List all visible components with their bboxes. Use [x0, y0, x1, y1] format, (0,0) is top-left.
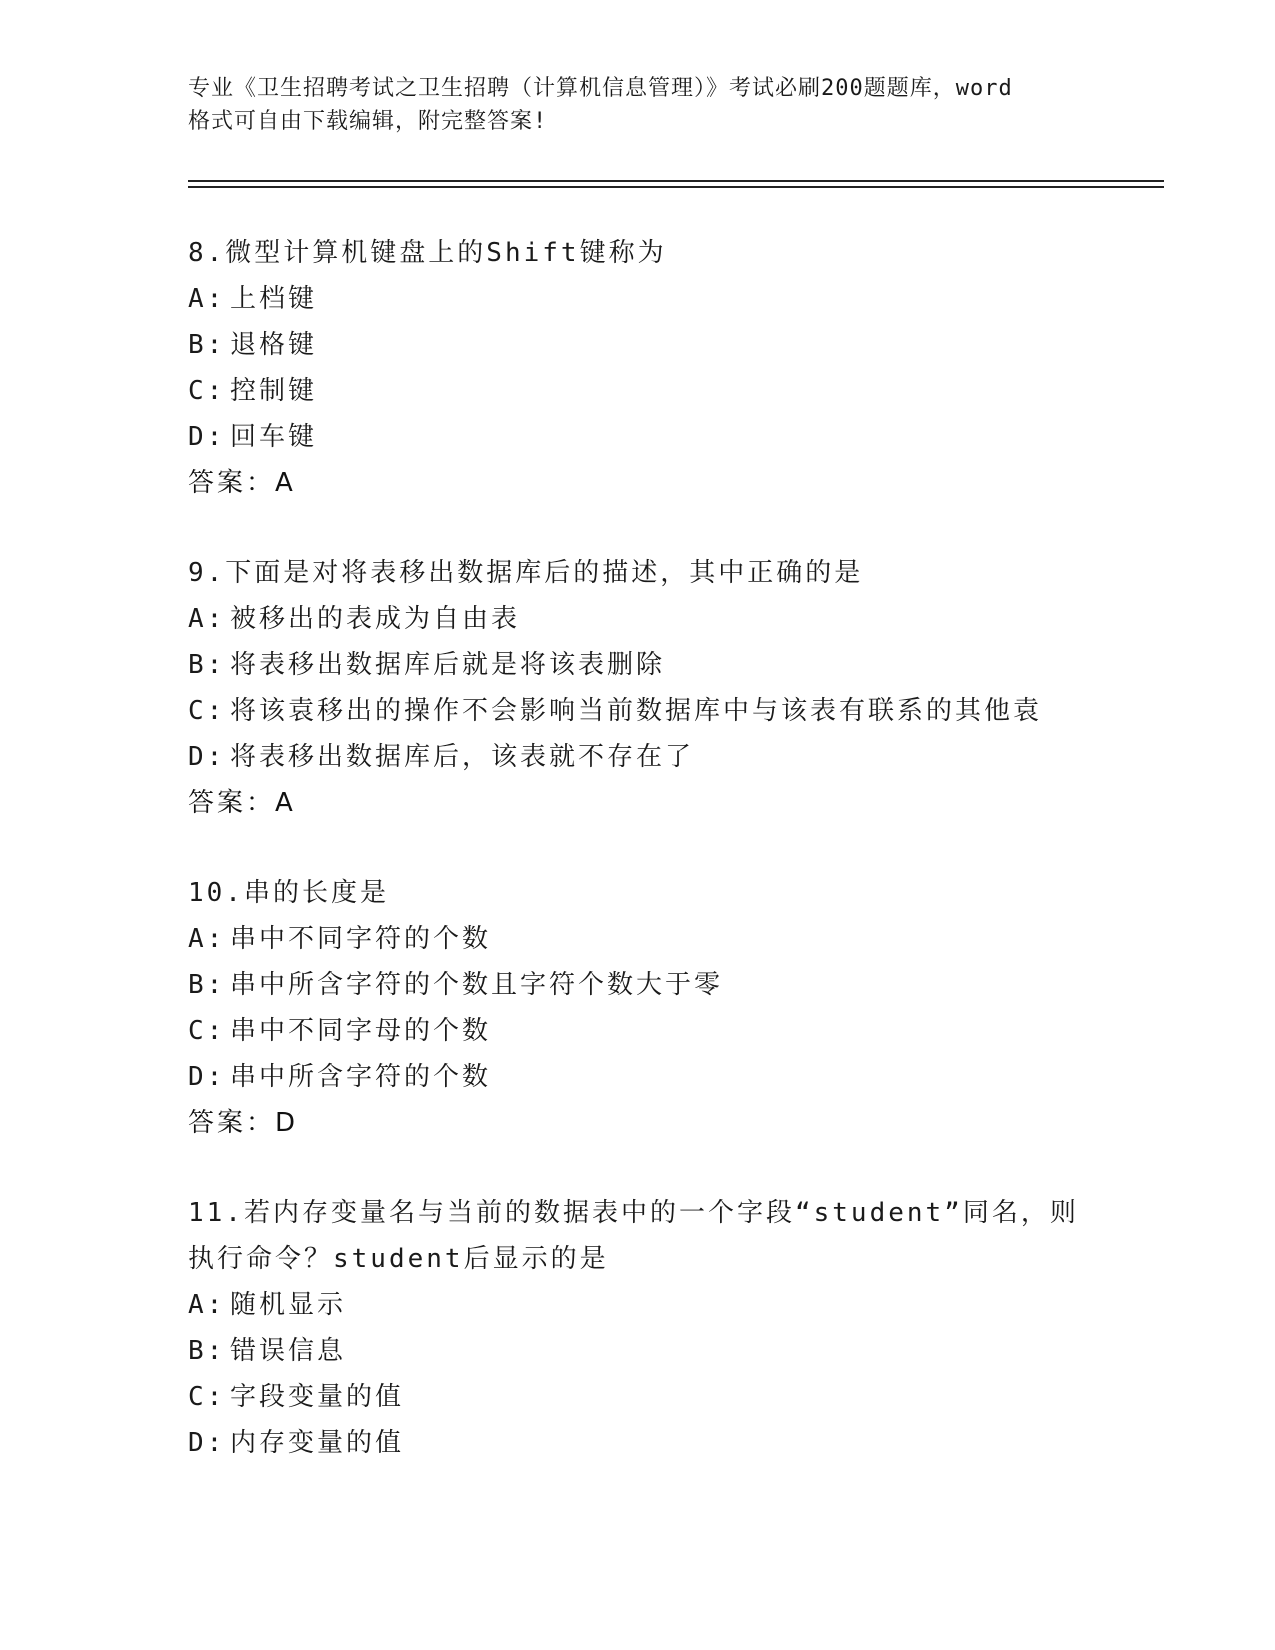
option-b [188, 1328, 1088, 1374]
answer: 答案：A [188, 468, 296, 498]
option-letter: D: [188, 742, 226, 772]
header-line-1: 专业《卫生招聘考试之卫生招聘（计算机信息管理）》考试必刷200题题库，word [188, 76, 1013, 101]
option-b [188, 322, 1088, 368]
option-text: 串中所含字符的个数且字符个数大于零 [230, 970, 724, 1000]
question-text: 10.串的长度是 [188, 878, 389, 908]
option-c [188, 1008, 1088, 1054]
question-text: 9.下面是对将表移出数据库后的描述，其中正确的是 [188, 558, 864, 588]
question-8 [188, 230, 1088, 506]
option-text: 回车键 [230, 422, 318, 452]
header-divider-top [188, 180, 1164, 182]
question-9 [188, 550, 1088, 826]
option-text: 内存变量的值 [230, 1428, 405, 1458]
option-letter: A: [188, 284, 226, 314]
option-text: 被移出的表成为自由表 [230, 604, 521, 634]
option-letter: C: [188, 696, 226, 726]
option-text: 字段变量的值 [230, 1382, 405, 1412]
question-10 [188, 870, 1088, 1146]
option-letter: D: [188, 422, 226, 452]
option-d [188, 734, 1088, 780]
option-letter: C: [188, 1382, 226, 1412]
option-text: 将表移出数据库后就是将该表删除 [230, 650, 666, 680]
option-c [188, 1374, 1088, 1420]
question-text-line-1: 11.若内存变量名与当前的数据表中的一个字段“student”同名，则 [188, 1198, 1079, 1228]
option-text: 将表移出数据库后，该表就不存在了 [230, 742, 695, 772]
option-letter: C: [188, 376, 226, 406]
option-letter: B: [188, 1336, 226, 1366]
option-c [188, 368, 1088, 414]
option-text: 上档键 [230, 284, 318, 314]
question-11 [188, 1190, 1088, 1466]
option-letter: B: [188, 970, 226, 1000]
option-letter: B: [188, 650, 226, 680]
option-d [188, 1420, 1088, 1466]
option-text: 随机显示 [230, 1290, 347, 1320]
option-letter: D: [188, 1428, 226, 1458]
option-a [188, 916, 1088, 962]
option-text: 将该袁移出的操作不会影响当前数据库中与该表有联系的其他袁 [230, 696, 1043, 726]
document-header [188, 72, 1088, 138]
header-line-2: 格式可自由下载编辑，附完整答案! [188, 109, 548, 134]
option-d [188, 1054, 1088, 1100]
question-text: 8.微型计算机键盘上的Shift键称为 [188, 238, 667, 268]
header-divider-bottom [188, 186, 1164, 188]
option-a [188, 596, 1088, 642]
answer: 答案：A [188, 788, 296, 818]
option-d [188, 414, 1088, 460]
option-text: 串中不同字符的个数 [230, 924, 492, 954]
option-text: 控制键 [230, 376, 318, 406]
option-text: 退格键 [230, 330, 318, 360]
option-a [188, 276, 1088, 322]
option-text: 串中所含字符的个数 [230, 1062, 492, 1092]
question-text-line-2: 执行命令？student后显示的是 [188, 1244, 609, 1274]
option-c [188, 688, 1088, 734]
option-letter: A: [188, 1290, 226, 1320]
answer: 答案：D [188, 1108, 299, 1138]
option-a [188, 1282, 1088, 1328]
option-letter: A: [188, 604, 226, 634]
option-letter: C: [188, 1016, 226, 1046]
option-b [188, 642, 1088, 688]
option-b [188, 962, 1088, 1008]
option-letter: D: [188, 1062, 226, 1092]
option-letter: B: [188, 330, 226, 360]
option-text: 串中不同字母的个数 [230, 1016, 492, 1046]
option-letter: A: [188, 924, 226, 954]
option-text: 错误信息 [230, 1336, 347, 1366]
